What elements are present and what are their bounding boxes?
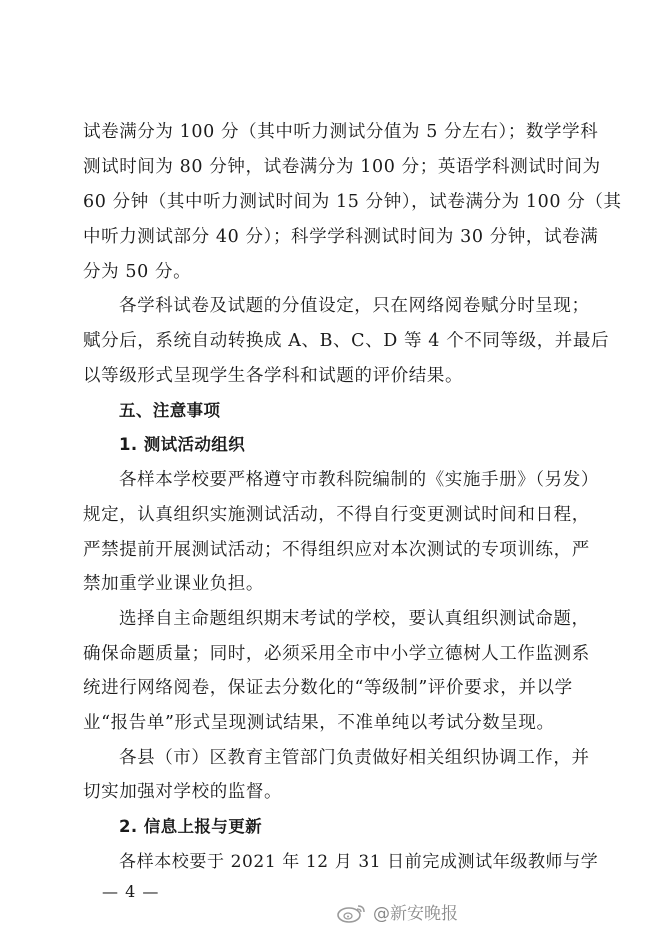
paragraph-start: 各样本学校要严格遵守市教科院编制的《实施手册》（另发） [119,470,599,490]
text-line: 统进行网络阅卷，保证去分数化的“等级制”评价要求，并以学 [83,678,573,698]
text-line: 确保命题质量；同时，必须采用全市中小学立德树人工作监测系 [83,644,590,664]
paragraph-start: 选择自主命题组织期末考试的学校，要认真组织测试命题， [119,609,590,629]
text-line: 试卷满分为 100 分（其中听力测试分值为 5 分左右）；数学学科 [83,122,599,142]
text-line: 严禁提前开展测试活动；不得组织应对本次测试的专项训练，严 [83,540,590,560]
text-line: 分为 50 分。 [83,262,192,282]
text-line: 规定，认真组织实施测试活动，不得自行变更测试时间和日程， [83,505,590,525]
paragraph-start: 各样本校要于 2021 年 12 月 31 日前完成测试年级教师与学 [119,852,599,872]
section-heading: 五、注意事项 [119,401,221,420]
subsection-heading: 1. 测试活动组织 [119,435,246,454]
text-line: 禁加重学业课业负担。 [83,574,264,594]
paragraph-start: 各县（市）区教育主管部门负责做好相关组织协调工作，并 [119,748,590,768]
watermark [334,899,458,924]
text-line: 业“报告单”形式呈现测试结果，不准单纯以考试分数呈现。 [83,713,555,733]
text-line: 测试时间为 80 分钟，试卷满分为 100 分；英语学科测试时间为 [83,157,601,177]
paragraph-start: 各学科试卷及试题的分值设定，只在网络阅卷赋分时呈现； [119,296,590,316]
text-line: 中听力测试部分 40 分）；科学学科测试时间为 30 分钟，试卷满 [83,227,599,247]
page-number-text: — 4 — [102,882,160,901]
subsection-heading: 2. 信息上报与更新 [119,817,262,836]
text-line: 切实加强对学校的监督。 [83,782,283,802]
weibo-logo-icon [334,901,368,923]
text-line: 赋分后，系统自动转换成 A、B、C、D 等 4 个不同等级，并最后 [83,331,610,351]
watermark-text: @新安晚报 [373,904,458,924]
text-line: 60 分钟（其中听力测试时间为 15 分钟），试卷满分为 100 分（其 [83,192,622,212]
text-line: 以等级形式呈现学生各学科和试题的评价结果。 [83,366,464,386]
